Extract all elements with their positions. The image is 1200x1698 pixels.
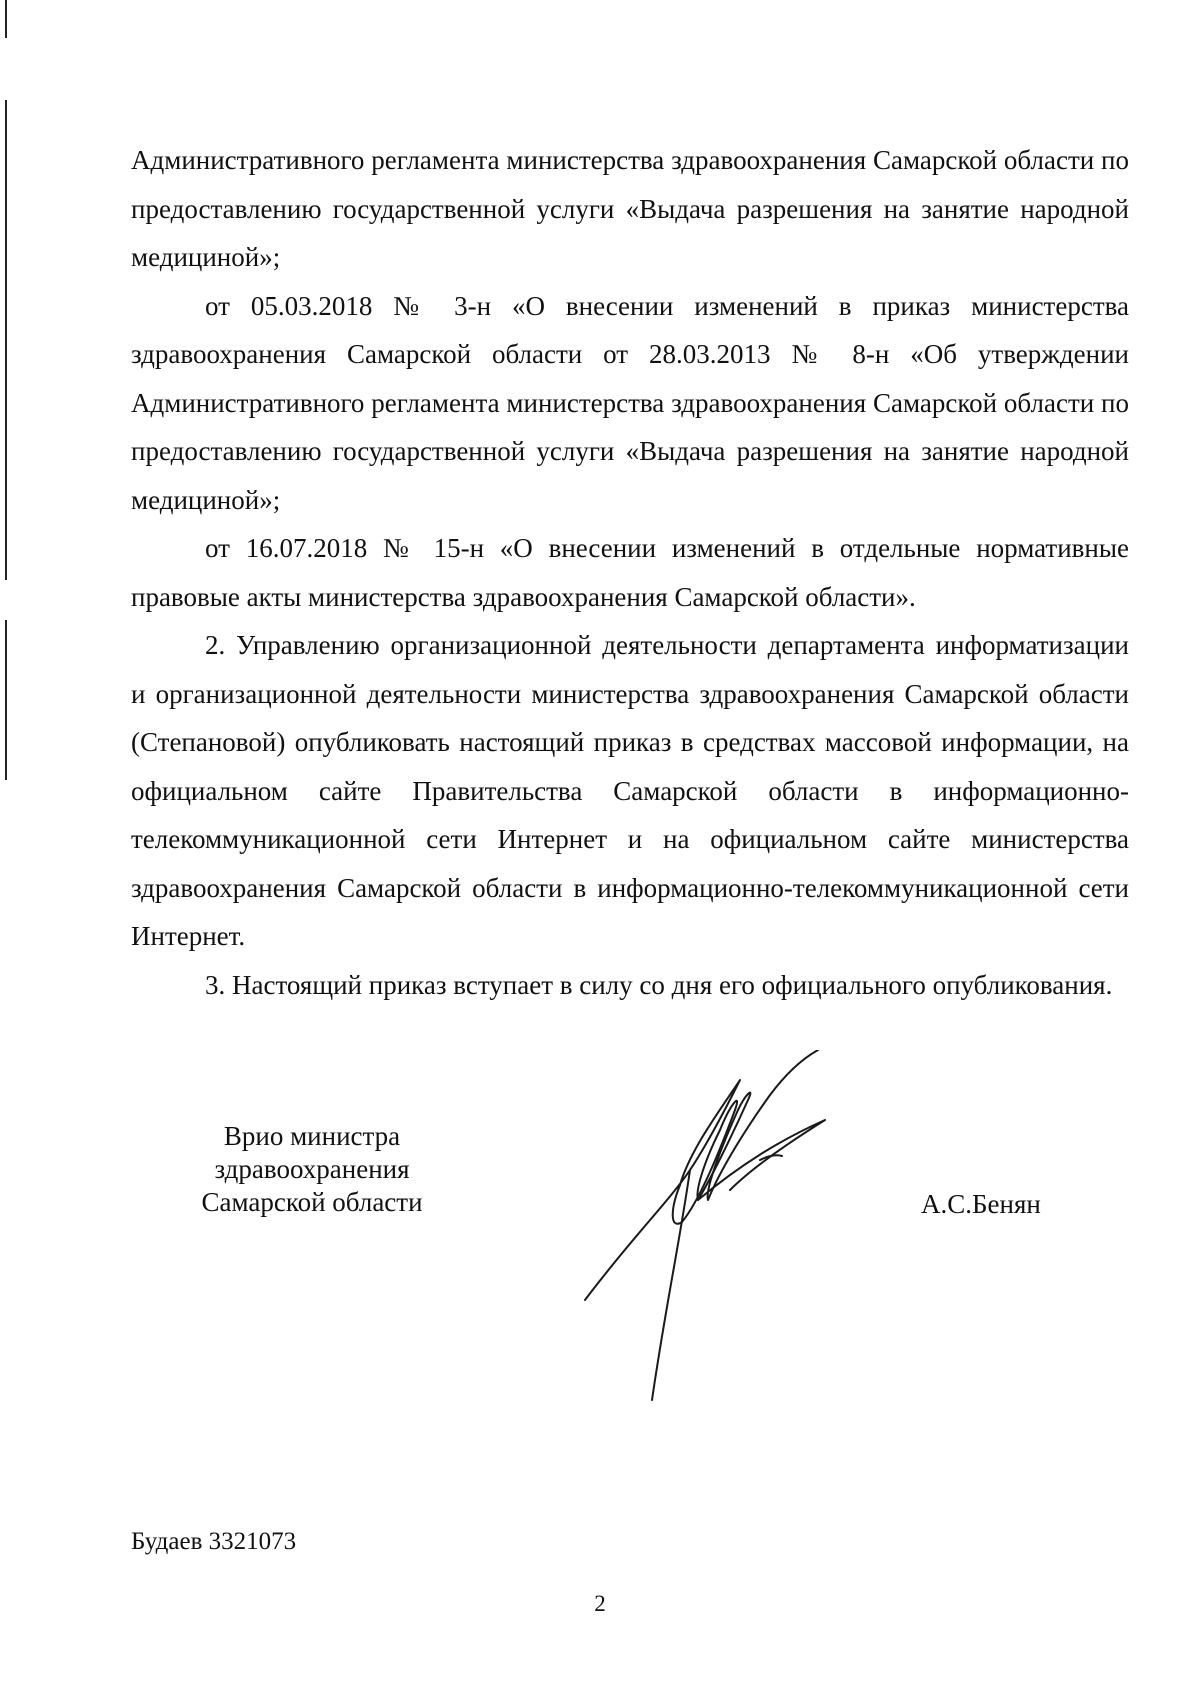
page-number: 2 bbox=[594, 1591, 606, 1616]
scan-edge-mark bbox=[5, 620, 7, 780]
signatory-position-line: Самарской области bbox=[201, 1187, 423, 1217]
paragraph-order-16-07-2018: от 16.07.2018 № 15-н «О внесении изменений в отдельные нормативные правовые акты министерства здравоохранения Самарской области». bbox=[131, 533, 1129, 612]
paragraph-item-2-publication: 2. Управлению организационной деятельности департамента информатизации и организационной деятельности министерства здравоохранения Самарской области (Степановой) опубликовать настоящий приказ в средствах массовой информации, на официальном сайте Правительства Самарской области в информационно-телекоммуникационной сети Интернет и на официальном сайте министерства здравоохранения Самарской области в информационно-телекоммуникационной сети Интернет. bbox=[131, 630, 1129, 951]
executor-contact: Будаев 3321073 bbox=[131, 1528, 297, 1555]
signatory-position-line: Врио министра bbox=[223, 1121, 401, 1151]
paragraph-item-3-effective-date: 3. Настоящий приказ вступает в силу со дня его официального опубликования. bbox=[205, 969, 1113, 1000]
scan-edge-mark bbox=[5, 100, 7, 580]
document-body bbox=[131, 136, 1129, 1009]
handwritten-signature bbox=[570, 1050, 870, 1410]
paragraph-regulation-continuation: Административного регламента министерства здравоохранения Самарской области по предоставлению государственной услуги «Выдача разрешения на занятие народной медициной»; bbox=[131, 145, 1129, 272]
signatory-position-line: здравоохранения bbox=[214, 1154, 410, 1184]
scan-edge-mark bbox=[5, 0, 7, 38]
signatory-name: А.С.Бенян bbox=[921, 1189, 1041, 1219]
paragraph-order-05-03-2018: от 05.03.2018 № 3-н «О внесении изменений в приказ министерства здравоохранения Самарской области от 28.03.2013 № 8-н «Об утверждении Административного регламента министерства здравоохранения Самарской области по предоставлению государственной услуги «Выдача разрешения на занятие народной медициной»; bbox=[131, 290, 1129, 515]
signatory-position bbox=[172, 1120, 452, 1219]
